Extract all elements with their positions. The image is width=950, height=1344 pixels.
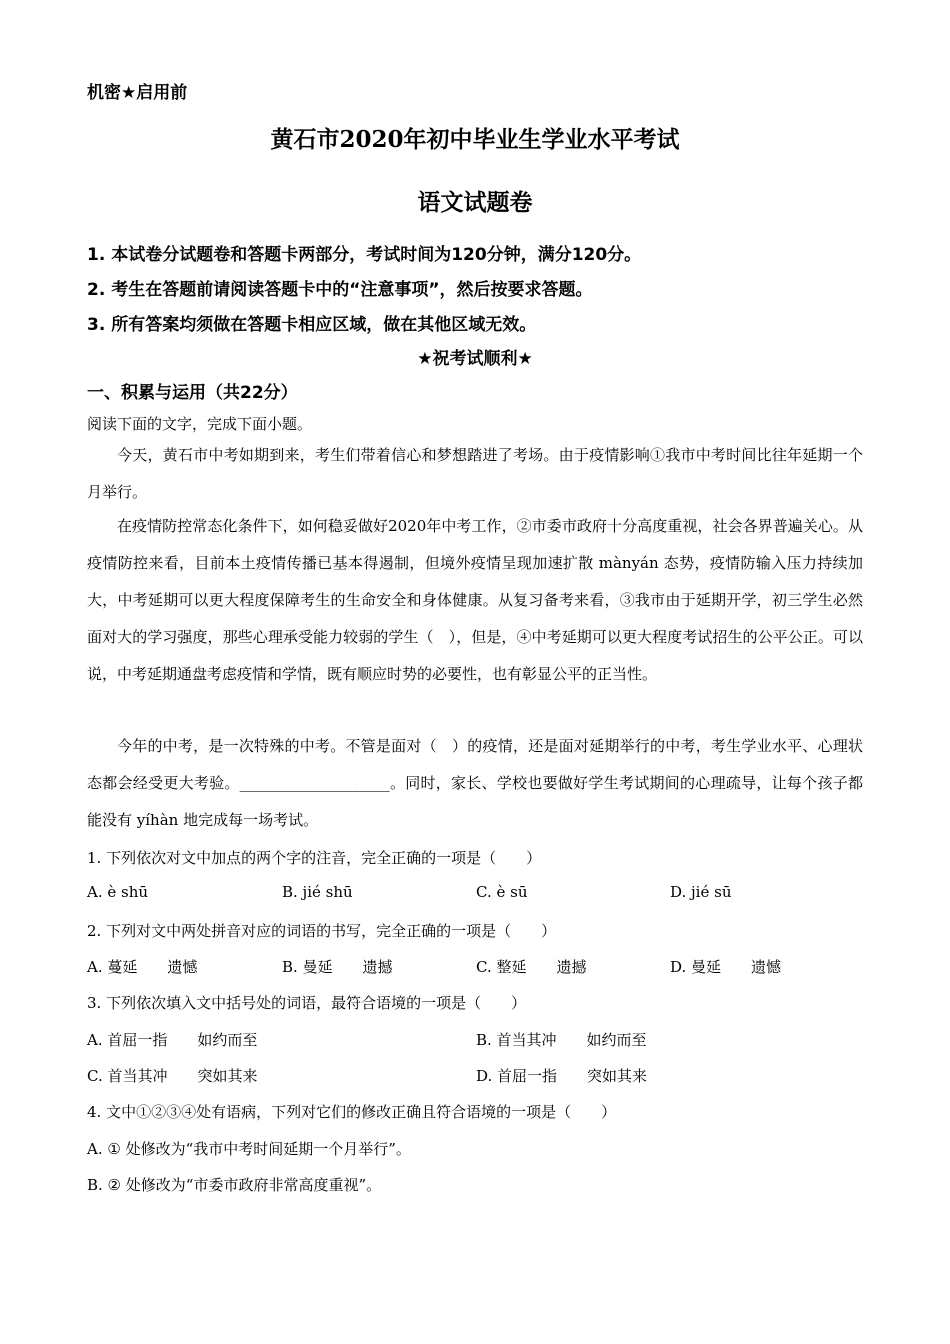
section-instruction: 阅读下面的文字，完成下面小题。 [87,415,313,433]
question-2-stem: 2. 下列对文中两处拼音对应的词语的书写，完全正确的一项是（ ） [87,922,557,940]
exam-title: 黄石市2020年初中毕业生学业水平考试 [270,126,680,153]
question-1-option-d[interactable]: D. jié sū [670,883,732,901]
exam-subtitle: 语文试题卷 [417,189,533,216]
question-4-option-b[interactable]: B. ② 处修改为“市委市政府非常高度重视”。 [87,1176,382,1194]
question-2-option-c[interactable]: C. 整延 遗撼 [476,958,587,976]
question-1-stem: 1. 下列依次对文中加点的两个字的注音，完全正确的一项是（ ） [87,849,542,867]
question-1-option-c[interactable]: C. è sū [476,883,528,901]
question-3-option-d[interactable]: D. 首屈一指 突如其来 [476,1067,648,1085]
notice-3: 3. 所有答案均须做在答题卡相应区域，做在其他区域无效。 [87,315,537,335]
good-luck-banner: ★祝考试顺利★ [417,349,533,369]
question-3-stem: 3. 下列依次填入文中括号处的词语，最符合语境的一项是（ ） [87,994,527,1012]
question-2-option-b[interactable]: B. 曼延 遗撼 [282,958,393,976]
confidential-label: 机密★启用前 [87,83,188,103]
question-4-option-a[interactable]: A. ① 处修改为“我市中考时间延期一个月举行”。 [87,1140,411,1158]
question-3-option-c[interactable]: C. 首当其冲 突如其来 [87,1067,258,1085]
question-3-option-b[interactable]: B. 首当其冲 如约而至 [476,1031,647,1049]
passage-paragraph-2: 在疫情防控常态化条件下，如何稳妥做好2020年中考工作，②市委市政府十分高度重视，社会各界普遍关心。从疫情防控来看，目前本土疫情传播已基本得遏制，但境外疫情呈现加速扩散 mànyán 态势，疫情防输入压力持续加大，中考延期可以更大程度保障考生的生命安全和身体健康。从复习备考来看，③我市由于延期开学，初三学生必然面对大的学习强度，那些心理承受能力较弱的学生（ ），但是，④中考延期可以更大程度考试招生的公平公正。可以说，中考延期通盘考虑疫情和学情，既有顺应时势的必要性，也有彰显公平的正当性。 [87,517,863,683]
question-2-option-a[interactable]: A. 蔓延 遗憾 [87,958,198,976]
notice-1: 1. 本试卷分试题卷和答题卡两部分，考试时间为120分钟，满分120分。 [87,245,642,265]
section-heading: 一、积累与运用（共22分） [87,383,298,403]
question-1-option-a[interactable]: A. è shū [87,883,149,901]
notice-2: 2. 考生在答题前请阅读答题卡中的“注意事项”，然后按要求答题。 [87,280,593,300]
question-2-option-d[interactable]: D. 曼延 遗憾 [670,958,782,976]
passage-paragraph-1: 今天，黄石市中考如期到来，考生们带着信心和梦想踏进了考场。由于疫情影响①我市中考时间比往年延期一个月举行。 [87,446,863,501]
question-3-option-a[interactable]: A. 首屈一指 如约而至 [87,1031,258,1049]
question-1-option-b[interactable]: B. jié shū [282,883,353,901]
question-4-stem: 4. 文中①②③④处有语病，下列对它们的修改正确且符合语境的一项是（ ） [87,1103,617,1121]
passage-paragraph-3: 今年的中考，是一次特殊的中考。不管是面对（ ）的疫情，还是面对延期举行的中考，考生学业水平、心理状态都会经受更大考验。____________________。同时，家长、学校也要做好学生考试期间的心理疏导，让每个孩子都能没有 yíhàn 地完成每一场考试。 [87,737,863,829]
